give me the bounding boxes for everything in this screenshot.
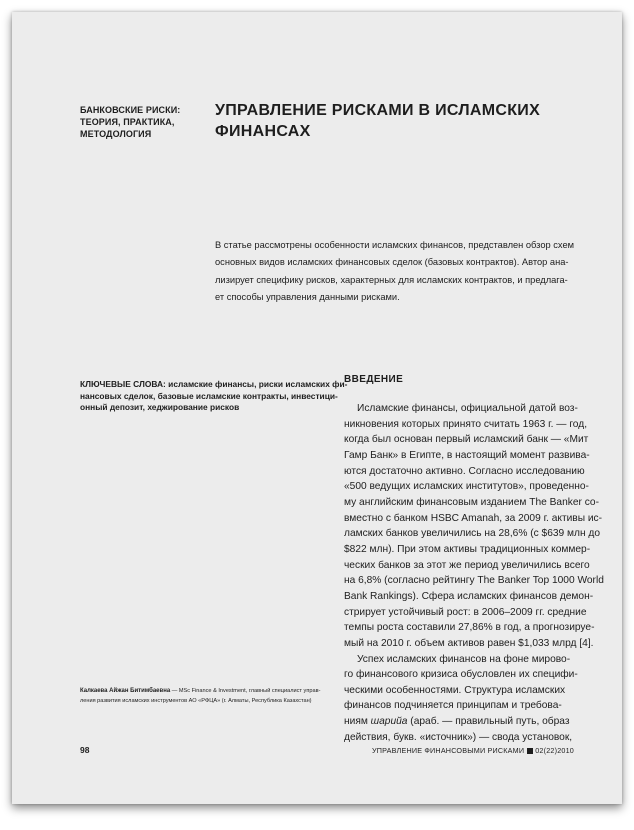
author-note (80, 687, 340, 706)
body-text-span: ниям (344, 716, 371, 728)
keywords-line: нансовых сделок, базовые исламские контракты, инвестици- (80, 390, 338, 401)
body-line: стрирует устойчивый рост: в 2006–2009 гг. средние (344, 606, 587, 618)
body-line: «500 ведущих исламских институтов», проведенно- (344, 481, 589, 493)
body-line: финансов подчиняется принципам и требова- (344, 700, 562, 712)
abstract (215, 237, 610, 306)
keywords-line: онный депозит, хеджирование рисков (80, 402, 240, 413)
body-line: ются достаточно активно. Согласно исследованию (344, 465, 585, 477)
abstract-line: В статье рассмотрены особенности исламских финансов, представлен обзор схем (215, 240, 575, 250)
body-line: никновения которых принято считать 1963 г. — год, (344, 418, 588, 430)
section-label-line: МЕТОДОЛОГИЯ (80, 129, 152, 139)
body-line: вместно с банком HSBC Amanah, за 2009 г. активы ис- (344, 512, 603, 524)
section-label-line: БАНКОВСКИЕ РИСКИ: (80, 105, 181, 115)
body-line: действия, букв. «источник») — свода установок, (344, 731, 573, 743)
abstract-line: ет способы управления данными рисками. (215, 291, 400, 302)
body-line: темпы роста составили 27,86% в год, а прогнозируе- (344, 622, 595, 634)
body-line (344, 714, 604, 730)
body-line: Успех исламских финансов на фоне мирово- (357, 653, 571, 665)
body-line: мый на 2010 г. объем активов равен $1,033 млрд [4]. (344, 637, 594, 649)
sharia-term: шарийа (370, 716, 408, 728)
abstract-line: лизирует специфику рисков, характерных для исламских контрактов, и предлага- (215, 274, 568, 285)
body-line: ческих банков за этот же период увеличились всего (344, 559, 590, 571)
body-line: Bank Rankings). Сфера исламских финансов демон- (344, 590, 594, 602)
body-text-span: (араб. — правильный путь, образ (407, 716, 570, 728)
section-label-line: ТЕОРИЯ, ПРАКТИКА, (80, 117, 175, 127)
body-line: Исламские финансы, официальной датой воз- (357, 403, 578, 414)
body-line: му английским финансовым изданием The Banker со- (344, 496, 599, 508)
keywords-line: КЛЮЧЕВЫЕ СЛОВА: исламские финансы, риски исламских фи- (80, 379, 348, 389)
body-line: когда был основан первый исламский банк — «Мит (344, 434, 589, 446)
author-position: — MSc Finance & Investment, главный специалист управ- (170, 688, 321, 694)
article-title-line: ФИНАНСАХ (215, 123, 311, 140)
body-line: на 6,8% (согласно рейтингу The Banker Top 1000 World (344, 575, 604, 587)
section-label (80, 104, 200, 140)
journal-name: УПРАВЛЕНИЕ ФИНАНСОВЫМИ РИСКАМИ (371, 746, 525, 755)
author-line: ления развития исламских инструментов АО «РФЦА» (г. Алматы, Республика Казахстан) (80, 697, 312, 704)
article-title (215, 100, 605, 142)
body-text (344, 401, 604, 745)
running-footer (372, 746, 574, 755)
author-line (80, 687, 340, 697)
keywords (80, 379, 348, 414)
body-line: го финансового кризиса обусловлен их специфи- (344, 669, 578, 681)
body-line: $822 млн). При этом активы традиционных коммер- (344, 543, 591, 555)
square-bullet-icon (527, 748, 533, 754)
intro-heading: ВВЕДЕНИЕ (344, 374, 404, 385)
page-number: 98 (80, 745, 90, 755)
article-title-line: УПРАВЛЕНИЕ РИСКАМИ В ИСЛАМСКИХ (215, 102, 541, 119)
document-page (12, 12, 622, 804)
body-line: ламских банков увеличились на 28,6% (с $639 млн до (344, 528, 601, 540)
body-line: Гамр Банк» в Египте, в настоящий момент развива- (344, 449, 590, 461)
issue-number: 02(22)2010 (535, 746, 574, 755)
author-name: Калкаева Айжан Битимбаевна (80, 688, 171, 694)
body-line: ческими особенностями. Структура исламских (344, 684, 566, 696)
abstract-line: основных видов исламских финансовых сделок (базовых контрактов). Автор ана- (215, 257, 569, 268)
